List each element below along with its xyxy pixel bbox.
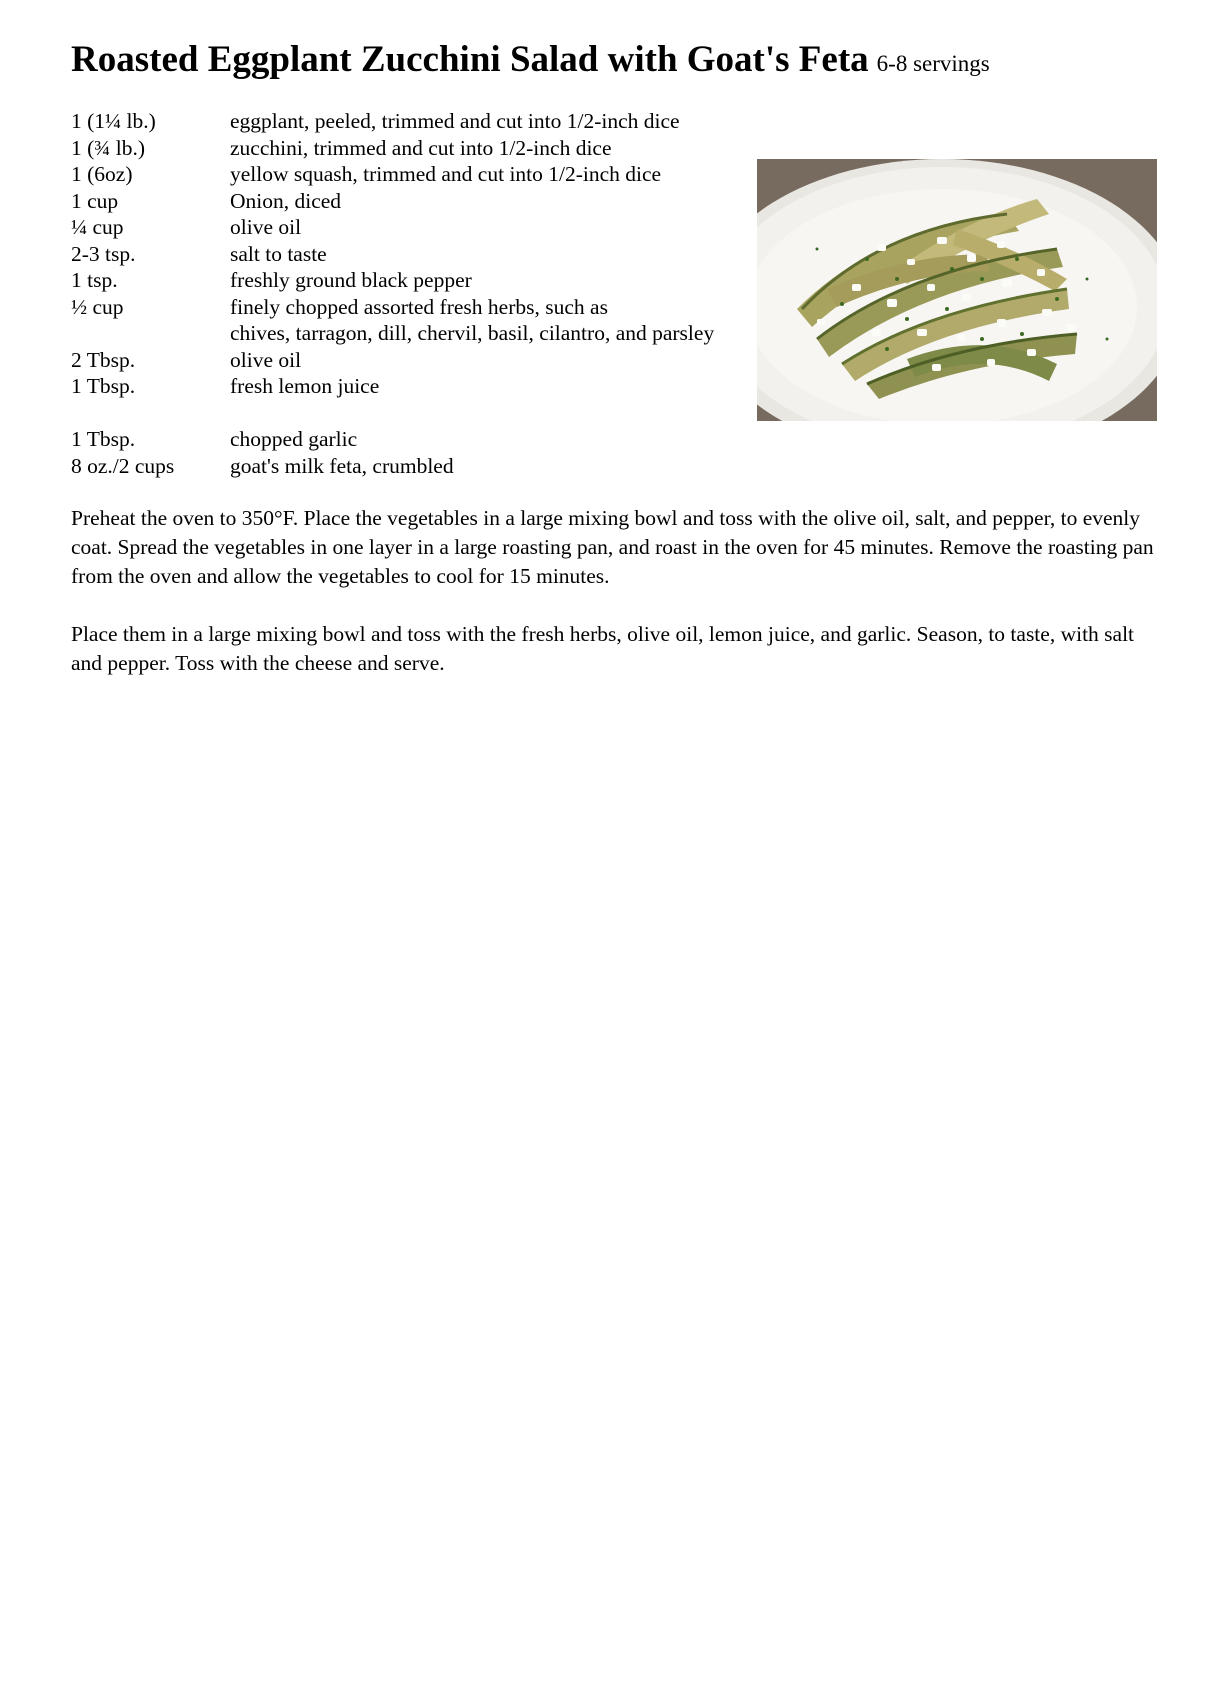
- ingredient-description: goat's milk feta, crumbled: [230, 453, 454, 478]
- ingredient-quantity: ¼ cup: [71, 215, 124, 239]
- ingredient-row: [71, 188, 714, 215]
- recipe-title: Roasted Eggplant Zucchini Salad with Goat's Feta: [71, 39, 869, 80]
- ingredient-row: [71, 373, 714, 400]
- ingredient-quantity: ½ cup: [71, 294, 124, 319]
- ingredient-row: [71, 108, 714, 135]
- ingredient-row: [71, 135, 714, 162]
- ingredient-description: olive oil: [230, 347, 302, 372]
- ingredient-row: [71, 267, 714, 294]
- ingredient-description: zucchini, trimmed and cut into 1/2-inch dice: [230, 135, 612, 160]
- ingredient-description: chives, tarragon, dill, chervil, basil, cilantro, and parsley: [230, 321, 715, 345]
- instruction-paragraph: Place them in a large mixing bowl and toss with the fresh herbs, olive oil, lemon juice, and garlic. Season, to taste, with salt and pepper. Toss with the cheese and serve.: [71, 622, 1135, 675]
- ingredient-quantity: 1 Tbsp.: [71, 374, 136, 398]
- ingredient-quantity: 1 cup: [71, 188, 119, 213]
- ingredient-description: eggplant, peeled, trimmed and cut into 1/2-inch dice: [230, 109, 680, 133]
- ingredient-description: olive oil: [230, 215, 302, 239]
- ingredient-spacer: [71, 400, 714, 427]
- ingredient-description: chopped garlic: [230, 427, 358, 451]
- ingredient-description: fresh lemon juice: [230, 374, 380, 398]
- ingredient-row: [71, 161, 714, 188]
- recipe-header: [71, 38, 990, 81]
- ingredient-quantity: 1 (6oz): [71, 162, 133, 186]
- ingredient-quantity: 1 tsp.: [71, 268, 118, 292]
- salad-photo: [757, 159, 1157, 421]
- ingredient-quantity: 8 oz./2 cups: [71, 453, 175, 478]
- ingredient-row: [71, 320, 714, 347]
- ingredient-quantity: 2-3 tsp.: [71, 241, 136, 266]
- ingredient-description: yellow squash, trimmed and cut into 1/2-inch dice: [230, 162, 662, 186]
- ingredient-quantity: [71, 320, 230, 347]
- ingredient-description: salt to taste: [230, 241, 327, 266]
- ingredient-row: [71, 241, 714, 268]
- instructions: [71, 504, 1166, 707]
- ingredient-row: [71, 294, 714, 321]
- ingredient-description: finely chopped assorted fresh herbs, such as: [230, 294, 608, 319]
- ingredient-quantity: 1 Tbsp.: [71, 427, 136, 451]
- ingredient-row: [71, 347, 714, 374]
- ingredient-row: [71, 453, 714, 480]
- servings-label: 6-8 servings: [876, 51, 990, 76]
- ingredient-description: Onion, diced: [230, 188, 342, 213]
- ingredient-quantity: 1 (1¼ lb.): [71, 109, 156, 133]
- ingredient-description: freshly ground black pepper: [230, 268, 472, 292]
- ingredient-row: [71, 214, 714, 241]
- ingredient-list: [71, 108, 714, 479]
- ingredient-row: [71, 426, 714, 453]
- ingredient-quantity: 1 (¾ lb.): [71, 135, 146, 160]
- instruction-paragraph: Preheat the oven to 350°F. Place the vegetables in a large mixing bowl and toss with the olive oil, salt, and pepper, to evenly coat. Spread the vegetables in one layer in a large roasting pan, and roast in the oven for 45 minutes. Remove the roasting pan from the oven and allow the vegetables to cool for 15 minutes.: [71, 506, 1154, 588]
- ingredient-quantity: 2 Tbsp.: [71, 347, 136, 372]
